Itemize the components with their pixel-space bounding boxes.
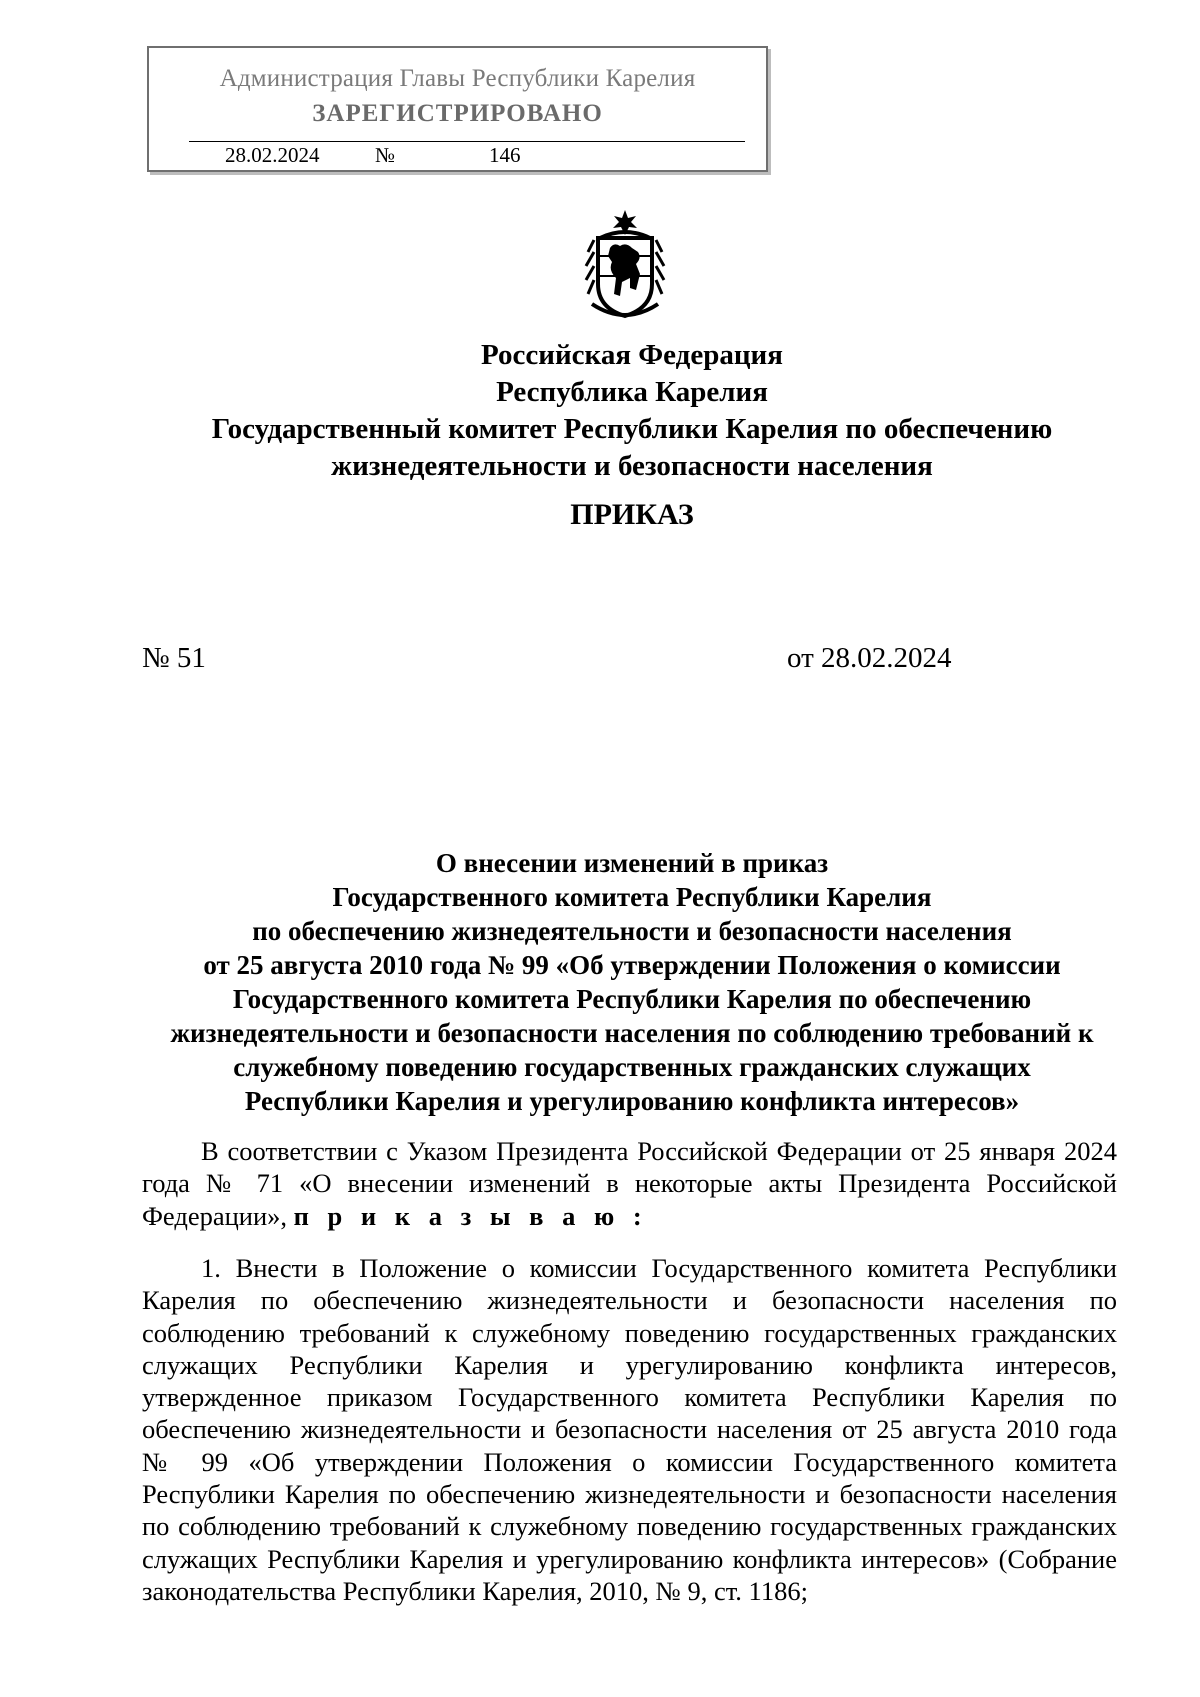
stamp-underline bbox=[189, 141, 745, 142]
stamp-status: ЗАРЕГИСТРИРОВАНО bbox=[312, 100, 603, 127]
title-line: Государственного комитета Республики Карелия по обеспечению bbox=[232, 984, 1032, 1014]
title-line: О внесении изменений в приказ bbox=[435, 848, 829, 878]
stamp-number-sign: № bbox=[375, 143, 396, 167]
preamble-command: п р и к а з ы в а ю : bbox=[293, 1200, 648, 1231]
header-country: Российская Федерация bbox=[481, 339, 783, 371]
stamp-date: 28.02.2024 bbox=[225, 143, 320, 167]
title-line: служебному поведению государственных гражданских служащих bbox=[233, 1052, 1031, 1082]
title-line: Государственного комитета Республики Карелия bbox=[332, 882, 932, 912]
preamble-text: В соответствии с Указом Президента Российской Федерации от 25 января 2024 года № 71 «О внесении изменений в некоторые акты Президента Российской Федерации», bbox=[142, 1136, 1117, 1231]
document-type: ПРИКАЗ bbox=[570, 498, 694, 531]
document-title bbox=[120, 846, 1144, 1118]
item-1-paragraph: 1. Внести в Положение о комиссии Государственного комитета Республики Карелия по обеспечению жизнедеятельности и безопасности населения по соблюдению требований к служебному поведению государственных гражданских служащих Республики Карелия и урегулированию конфликта интересов, утвержденное приказом Государственного комитета Республики Карелия по обеспечению жизнедеятельности и безопасности населения от 25 августа 2010 года № 99 «Об утверждении Положения о комиссии Государственного комитета Республики Карелия по обеспечению жизнедеятельности и безопасности населения по соблюдению требований к служебному поведению государственных гражданских служащих Республики Карелия и урегулированию конфликта интересов» (Собрание законодательства Республики Карелия, 2010, № 9, ст. 1186; bbox=[142, 1253, 1117, 1606]
preamble-paragraph bbox=[142, 1135, 1117, 1232]
order-date: от 28.02.2024 bbox=[787, 642, 952, 674]
order-number: № 51 bbox=[142, 642, 206, 674]
stamp-number: 146 bbox=[489, 143, 521, 167]
title-line: Республики Карелия и урегулированию конфликта интересов» bbox=[244, 1086, 1020, 1116]
karelia-coat-of-arms-icon bbox=[580, 208, 670, 322]
title-line: по обеспечению жизнедеятельности и безопасности населения bbox=[252, 916, 1012, 946]
header-agency: Государственный комитет Республики Карелия по обеспечению жизнедеятельности и безопасности населения bbox=[211, 413, 1053, 482]
registration-stamp bbox=[147, 46, 768, 172]
stamp-organization: Администрация Главы Республики Карелия bbox=[219, 65, 696, 92]
title-line: жизнедеятельности и безопасности населения по соблюдению требований к bbox=[170, 1018, 1094, 1048]
header-region: Республика Карелия bbox=[496, 376, 768, 408]
title-line: от 25 августа 2010 года № 99 «Об утверждении Положения о комиссии bbox=[203, 950, 1061, 980]
